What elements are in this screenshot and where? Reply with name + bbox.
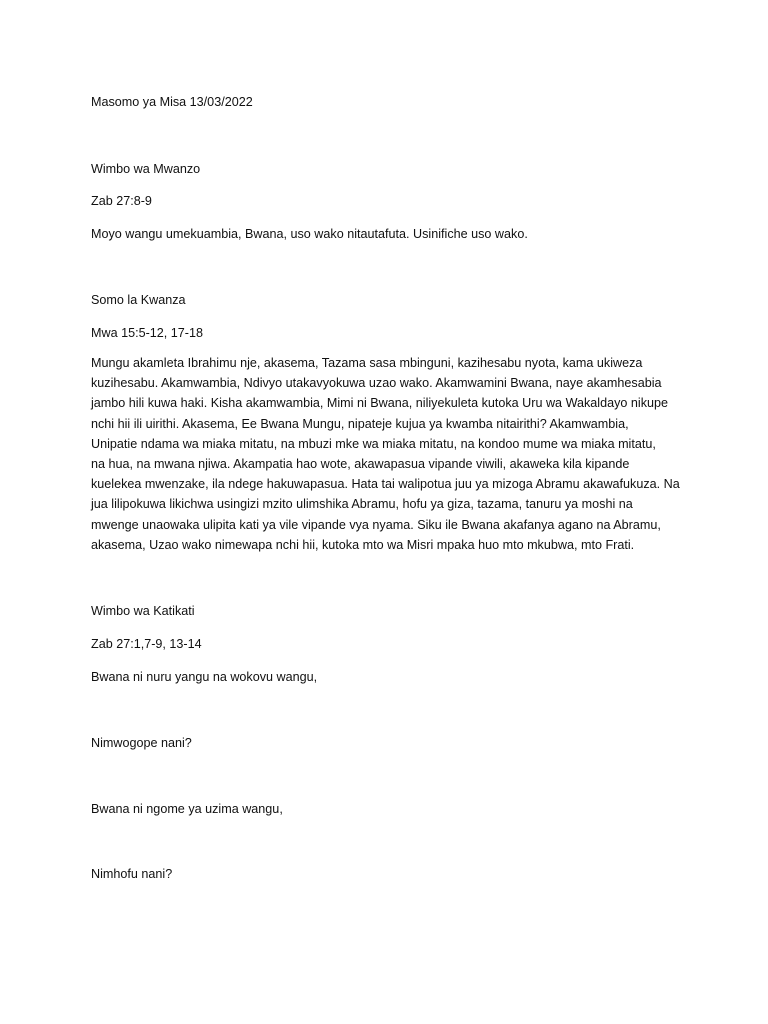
first-reading-text <box>91 353 691 555</box>
entrance-antiphon-heading: Wimbo wa Mwanzo <box>91 162 201 176</box>
first-reading-line: jambo hili kuwa haki. Kisha akamwambia, Mimi ni Bwana, niliyekuleta kutoka Uru wa Wakaldayo nikupe <box>91 396 669 411</box>
entrance-antiphon-text: Moyo wangu umekuambia, Bwana, uso wako nitautafuta. Usinifiche uso wako. <box>91 227 528 241</box>
first-reading-line: kuelekea mwenzake, ila ndege hakuwapasua. Hata tai walipotua juu ya mizoga Abramu akawafukuza. Na <box>91 477 680 492</box>
first-reading-line: Mungu akamleta Ibrahimu nje, akasema, Tazama sasa mbinguni, kazihesabu nyota, kama ukiweza <box>91 356 643 370</box>
first-reading-reference: Mwa 15:5-12, 17-18 <box>91 326 204 340</box>
first-reading-line: Unipatie ndama wa miaka mitatu, na mbuzi mke wa miaka mitatu, na kondoo mume wa miaka mitatu, <box>91 436 656 451</box>
document-title: Masomo ya Misa 13/03/2022 <box>91 95 253 109</box>
entrance-antiphon-reference: Zab 27:8-9 <box>91 194 152 208</box>
first-reading-line: akasema, Uzao wako nimewapa nchi hii, kutoka mto wa Misri mpaka huo mto mkubwa, mto Frati. <box>91 537 635 552</box>
first-reading-line: jua lilipokuwa likichwa usingizi mzito ulimshika Abramu, hofu ya giza, tazama, tanuru ya moshi na <box>91 497 633 512</box>
psalm-reference: Zab 27:1,7-9, 13-14 <box>91 637 202 651</box>
psalm-verse: Nimwogope nani? <box>91 736 192 750</box>
first-reading-line: kuzihesabu. Akamwambia, Ndivyo utakavyokuwa uzao wako. Akamwamini Bwana, naye akamhesabia <box>91 376 662 391</box>
psalm-verse: Bwana ni ngome ya uzima wangu, <box>91 802 283 816</box>
first-reading-line: nchi hii ili uirithi. Akasema, Ee Bwana Mungu, nipateje kujua ya kwamba nitairithi? Akamwambia, <box>91 416 629 431</box>
first-reading-heading: Somo la Kwanza <box>91 293 186 307</box>
psalm-verse: Nimhofu nani? <box>91 867 173 881</box>
psalm-heading: Wimbo wa Katikati <box>91 604 195 618</box>
psalm-verse: Bwana ni nuru yangu na wokovu wangu, <box>91 670 318 684</box>
first-reading-line: mwenge unaowaka ulipita kati ya vile vipande vya nyama. Siku ile Bwana akafanya agano na Abramu, <box>91 517 661 532</box>
first-reading-line: na hua, na mwana njiwa. Akampatia hao wote, akawapasua vipande viwili, akaweka kila kipande <box>91 457 630 472</box>
